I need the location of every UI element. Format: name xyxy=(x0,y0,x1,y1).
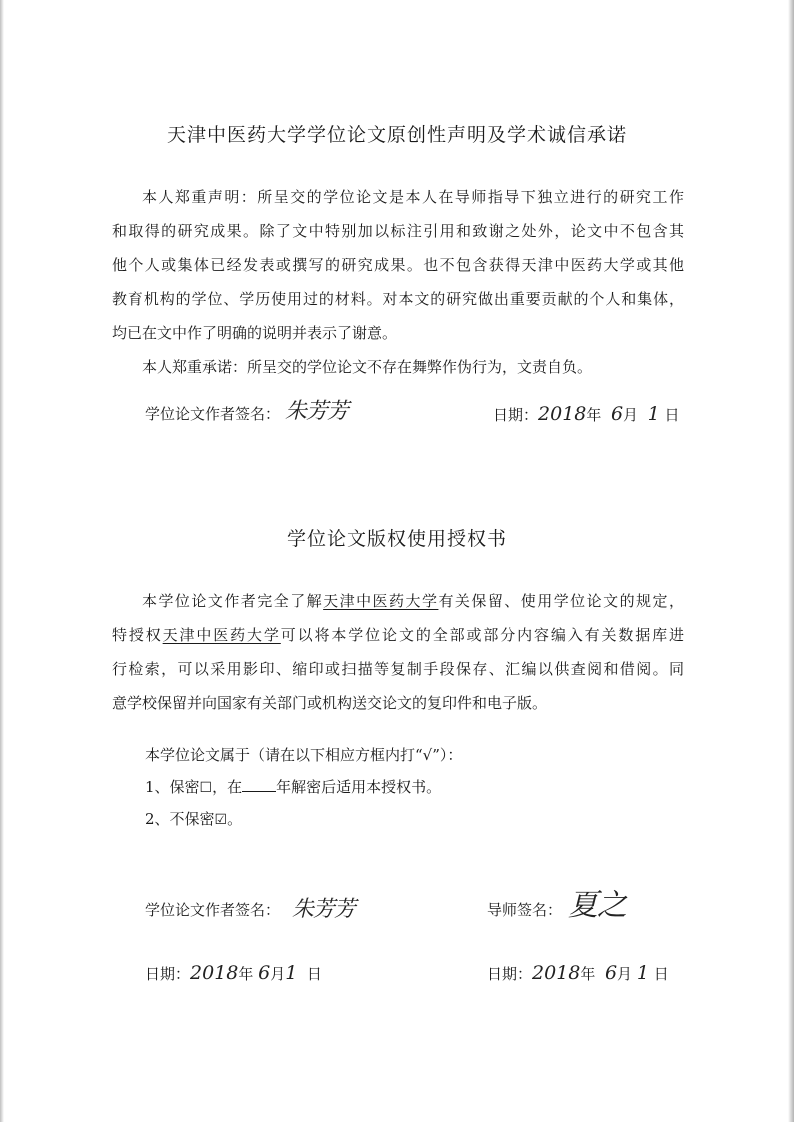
date-label: 日期： xyxy=(145,965,191,983)
option-text: 1、保密 xyxy=(145,778,200,796)
date-day-unit: 日 xyxy=(664,406,680,424)
authorization-line xyxy=(112,618,684,652)
date-month-unit: 月 xyxy=(623,406,639,424)
advisor-sign-label: 导师签名： xyxy=(487,901,563,919)
date-day: 1 xyxy=(647,403,660,425)
date-day-unit: 日 xyxy=(306,965,322,983)
date-month: 6 xyxy=(610,403,624,425)
university-name: 天津中医药大学 xyxy=(323,592,439,610)
year-blank xyxy=(242,779,276,792)
option-not-confidential xyxy=(145,808,242,829)
declaration-date xyxy=(493,403,679,425)
advisor-date xyxy=(487,962,669,984)
option-text: 。 xyxy=(227,810,243,828)
scan-edge-right xyxy=(788,0,794,1122)
authorization-title: 学位论文版权使用授权书 xyxy=(286,528,507,550)
option-text: 2、不保密 xyxy=(145,810,215,828)
option-confidential xyxy=(145,776,441,797)
authorization-line: 行检索，可以采用影印、缩印或扫描等复制手段保存、汇编以供查阅和借阅。同 xyxy=(112,660,684,678)
date-year-unit: 年 xyxy=(580,965,596,983)
date-year-unit: 年 xyxy=(238,965,254,983)
date-day: 1 xyxy=(636,962,649,984)
authorization-line: 意学校保留并向国家有关部门或机构送交论文的复印件和电子版。 xyxy=(112,694,548,712)
authorization-author-sign-label: 学位论文作者签名： xyxy=(145,901,281,919)
authorization-author-signature: 朱芳芳 xyxy=(292,897,356,922)
date-month: 6 xyxy=(258,962,271,984)
option-text: ，在 xyxy=(212,778,243,796)
date-year: 2018 xyxy=(190,962,239,984)
pledge-line: 本人郑重承诺：所呈交的学位论文不存在舞弊作伪行为，文责自负。 xyxy=(142,358,593,376)
date-year: 2018 xyxy=(532,962,581,984)
declaration-author-signature: 朱芳芳 xyxy=(285,399,349,424)
date-year-unit: 年 xyxy=(586,406,602,424)
declaration-line: 他个人或集体已经发表或撰写的研究成果。也不包含获得天津中医药大学或其他 xyxy=(112,256,684,274)
date-month-unit: 月 xyxy=(617,965,633,983)
declaration-line: 和取得的研究成果。除了文中特别加以标注引用和致谢之处外，论文中不包含其 xyxy=(112,222,684,240)
declaration-paragraph xyxy=(112,180,684,384)
advisor-signature: 夏之 xyxy=(568,888,626,923)
declaration-title: 天津中医药大学学位论文原创性声明及学术诚信承诺 xyxy=(166,124,627,146)
checkbox-empty-icon: ☐ xyxy=(199,780,213,796)
authorization-line xyxy=(112,584,684,618)
declaration-line: 教育机构的学位、学历使用过的材料。对本文的研究做出重要贡献的个人和集体， xyxy=(112,290,684,308)
date-month: 6 xyxy=(604,962,618,984)
scan-edge-left xyxy=(0,0,4,1122)
authorization-author-date xyxy=(145,962,322,984)
university-name: 天津中医药大学 xyxy=(162,626,281,644)
date-month-unit: 月 xyxy=(270,965,286,983)
date-year: 2018 xyxy=(538,403,587,425)
date-label: 日期： xyxy=(487,965,533,983)
declaration-line: 均已在文中作了明确的说明并表示了谢意。 xyxy=(112,324,398,342)
authorization-paragraph xyxy=(112,584,684,720)
text-span: 有关保留、使用学位论文的规定， xyxy=(438,592,684,610)
declaration-line: 本人郑重声明：所呈交的学位论文是本人在导师指导下独立进行的研究工作 xyxy=(142,188,684,206)
date-day: 1 xyxy=(285,962,298,984)
belongs-line: 本学位论文属于（请在以下相应方框内打“√”）： xyxy=(145,746,463,764)
checkbox-checked-icon: ☑ xyxy=(214,812,228,828)
declaration-author-sign-label: 学位论文作者签名： xyxy=(145,405,281,423)
text-span: 本学位论文作者完全了解 xyxy=(142,592,324,610)
date-day-unit: 日 xyxy=(653,965,669,983)
date-label: 日期： xyxy=(493,406,539,424)
option-text: 年解密后适用本授权书。 xyxy=(276,778,442,796)
text-span: 可以将本学位论文的全部或部分内容编入有关数据库进 xyxy=(280,626,684,644)
text-span: 特授权 xyxy=(112,626,163,644)
